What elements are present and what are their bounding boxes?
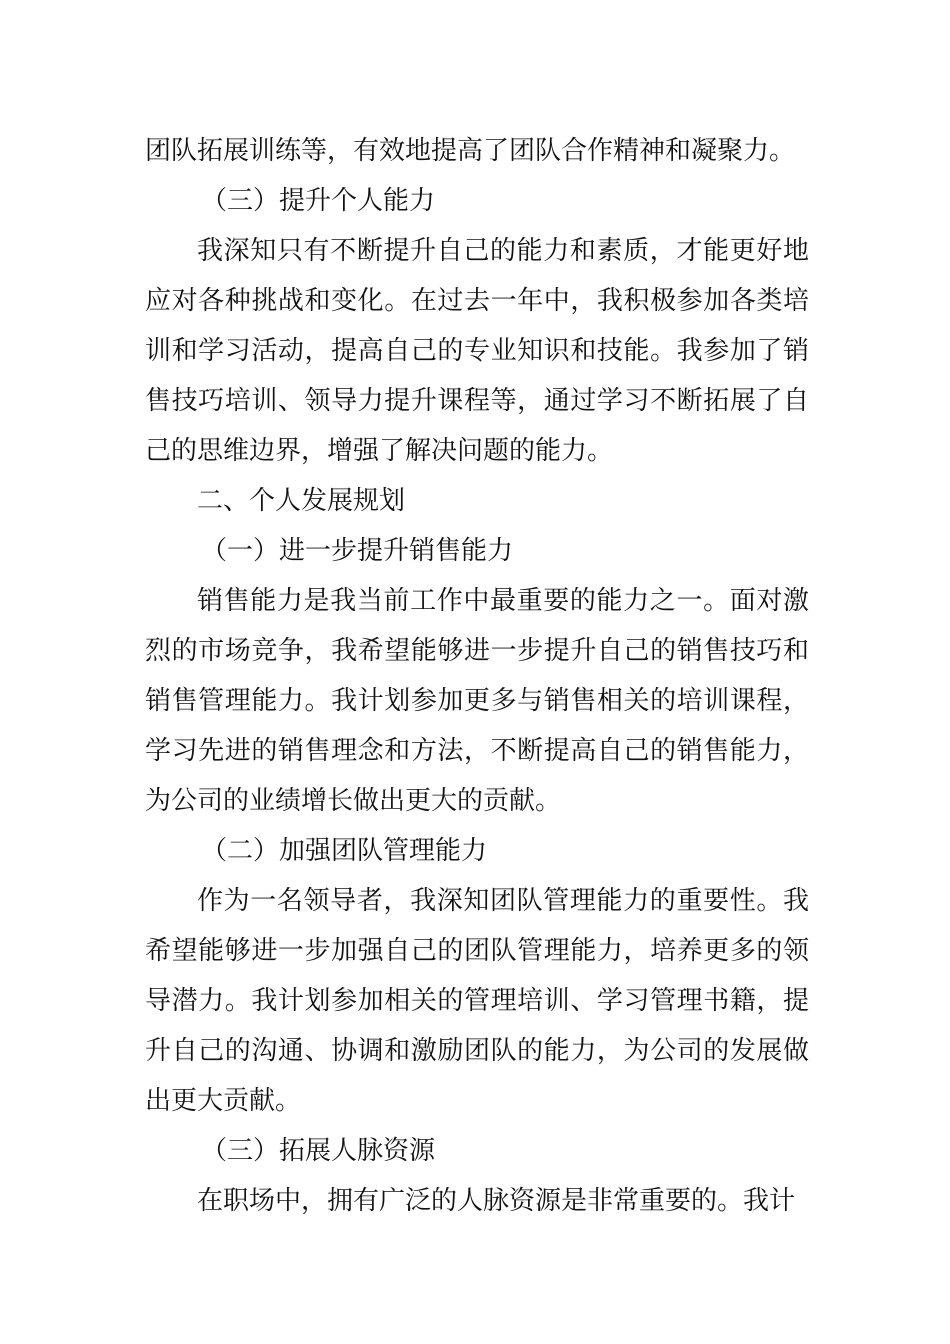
paragraph-team-management: 作为一名领导者，我深知团队管理能力的重要性。我希望能够进一步加强自己的团队管理能力，培养更多的领导潜力。我计划参加相关的管理培训、学习管理书籍，提升自己的沟通、协调和激励团队的能力，为公司的发展做出更大贡献。 <box>145 886 809 1116</box>
paragraph-expand-network: 在职场中，拥有广泛的人脉资源是非常重要的。我计 <box>197 1186 796 1216</box>
subheading-improve-personal-ability: （三）提升个人能力 <box>201 186 436 216</box>
paragraph-personal-ability: 我深知只有不断提升自己的能力和素质，才能更好地应对各种挑战和变化。在过去一年中，我积极参加各类培训和学习活动，提高自己的专业知识和技能。我参加了销售技巧培训、领导力提升课程等，通过学习不断拓展了自己的思维边界，增强了解决问题的能力。 <box>145 236 809 466</box>
subheading-team-management: （二）加强团队管理能力 <box>201 836 488 866</box>
document-body <box>145 126 809 1226</box>
paragraph-sales-ability: 销售能力是我当前工作中最重要的能力之一。面对激烈的市场竞争，我希望能够进一步提升自己的销售技巧和销售管理能力。我计划参加更多与销售相关的培训课程，学习先进的销售理念和方法，不断提高自己的销售能力，为公司的业绩增长做出更大的贡献。 <box>145 586 809 816</box>
paragraph-continuation: 团队拓展训练等，有效地提高了团队合作精神和凝聚力。 <box>145 136 796 166</box>
subheading-expand-network: （三）拓展人脉资源 <box>201 1136 436 1166</box>
heading-personal-development-plan: 二、个人发展规划 <box>197 486 406 516</box>
subheading-improve-sales-ability: （一）进一步提升销售能力 <box>201 536 514 566</box>
